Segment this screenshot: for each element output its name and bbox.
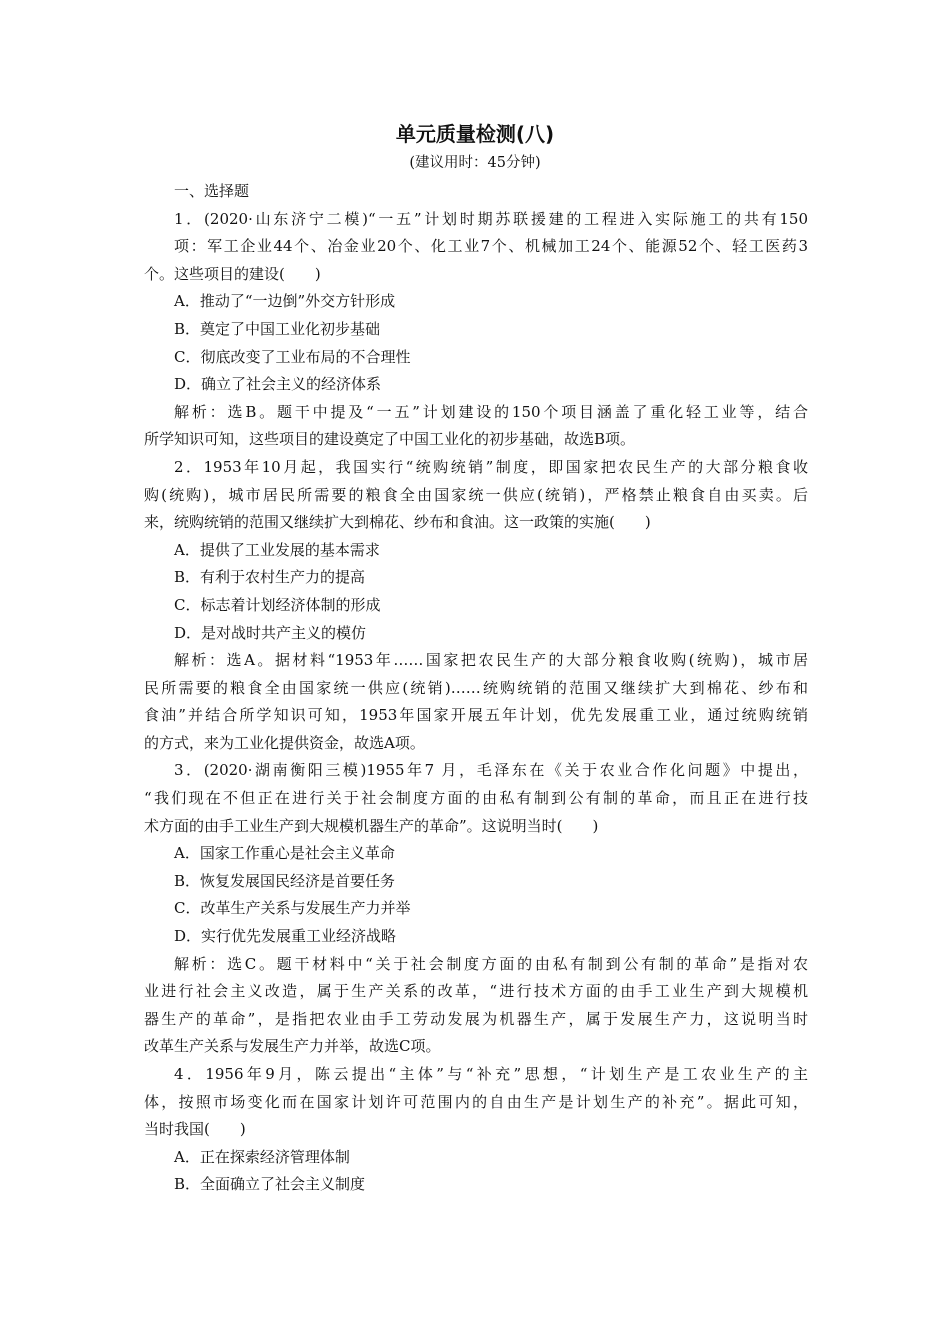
- option-d: D．实行优先发展重工业经济战略: [174, 927, 397, 946]
- stem-line: 3．(2020·湖南衡阳三模)1955年7 月，毛泽东在《关于农业合作化问题》中提出，: [174, 761, 808, 780]
- document-body: [144, 178, 808, 1199]
- option-b: B．全面确立了社会主义制度: [174, 1175, 366, 1194]
- option-c: C．改革生产关系与发展生产力并举: [174, 899, 411, 918]
- option-a: A．正在探索经济管理体制: [174, 1147, 350, 1166]
- stem-line: 1．(2020·山东济宁二模)“一五”计划时期苏联援建的工程进入实际施工的共有150: [174, 209, 808, 228]
- option-b: B．奠定了中国工业化初步基础: [174, 319, 381, 338]
- section-heading: 一、选择题: [174, 182, 250, 200]
- stem-line: 当时我国( ): [144, 1120, 246, 1139]
- stem-line: 来，统购统销的范围又继续扩大到棉花、纱布和食油。这一政策的实施( ): [144, 513, 651, 532]
- analysis-line: 解析：选A。据材料“1953年……国家把农民生产的大部分粮食收购(统购)，城市居: [174, 651, 808, 670]
- analysis-line: 解析：选C。题干材料中“关于社会制度方面的由私有制到公有制的革命”是指对农: [174, 954, 808, 973]
- question-1: [144, 206, 808, 454]
- stem-line: 体，按照市场变化而在国家计划许可范围内的自由生产是计划生产的补充”。据此可知，: [144, 1092, 808, 1111]
- stem-line: “我们现在不但正在进行关于社会制度方面的由私有制到公有制的革命，而且正在进行技: [144, 789, 808, 808]
- option-b: B．有利于农村生产力的提高: [174, 568, 366, 587]
- stem-line: 4．1956年9月，陈云提出“主体”与“补充”思想，“计划生产是工农业生产的主: [174, 1065, 808, 1083]
- analysis-line: 器生产的革命”，是指把农业由手工劳动发展为机器生产，属于发展生产力，这说明当时: [144, 1009, 808, 1028]
- question-4: [144, 1061, 808, 1199]
- page-title: 单元质量检测(八): [395, 122, 555, 146]
- stem-line: 项：军工企业44个、冶金业20个、化工业7个、机械加工24个、能源52个、轻工医药3: [174, 237, 808, 256]
- option-a: A．国家工作重心是社会主义革命: [174, 844, 395, 863]
- option-b: B．恢复发展国民经济是首要任务: [174, 871, 396, 890]
- analysis-line: 食油”并结合所学知识可知，1953年国家开展五年计划，优先发展重工业，通过统购统销: [144, 706, 808, 725]
- question-2: [144, 454, 808, 758]
- stem-line: 2．1953年10月起，我国实行“统购统销”制度，即国家把农民生产的大部分粮食收: [174, 457, 808, 476]
- option-a: A．推动了“一边倒”外交方针形成: [174, 292, 396, 311]
- analysis-line: 民所需要的粮食全由国家统一供应(统销)……统购统销的范围又继续扩大到棉花、纱布和: [144, 678, 808, 697]
- analysis-line: 的方式，来为工业化提供资金，故选A项。: [144, 733, 425, 752]
- stem-line: 术方面的由手工业生产到大规模机器生产的革命”。这说明当时( ): [144, 816, 599, 835]
- stem-line: 个。这些项目的建设( ): [144, 264, 321, 283]
- option-c: C．彻底改变了工业布局的不合理性: [174, 347, 411, 366]
- option-d: D．是对战时共产主义的模仿: [174, 623, 367, 642]
- analysis-line: 解析：选B。题干中提及“一五”计划建设的150个项目涵盖了重化轻工业等，结合: [174, 402, 808, 421]
- stem-line: 购(统购)，城市居民所需要的粮食全由国家统一供应(统销)，严格禁止粮食自由买卖。后: [144, 485, 808, 504]
- option-a: A．提供了工业发展的基本需求: [174, 540, 380, 559]
- option-d: D．确立了社会主义的经济体系: [174, 375, 382, 394]
- option-c: C．标志着计划经济体制的形成: [174, 595, 381, 614]
- analysis-line: 改革生产关系与发展生产力并举，故选C项。: [144, 1037, 441, 1056]
- page-subtitle: (建议用时：45分钟): [409, 155, 541, 171]
- question-stem: [144, 206, 808, 261]
- analysis-line: 所学知识可知，这些项目的建设奠定了中国工业化的初步基础，故选B项。: [144, 430, 636, 449]
- analysis-line: 业进行社会主义改造，属于生产关系的改革，“进行技术方面的由手工业生产到大规模机: [144, 982, 808, 1001]
- question-3: [144, 757, 808, 1061]
